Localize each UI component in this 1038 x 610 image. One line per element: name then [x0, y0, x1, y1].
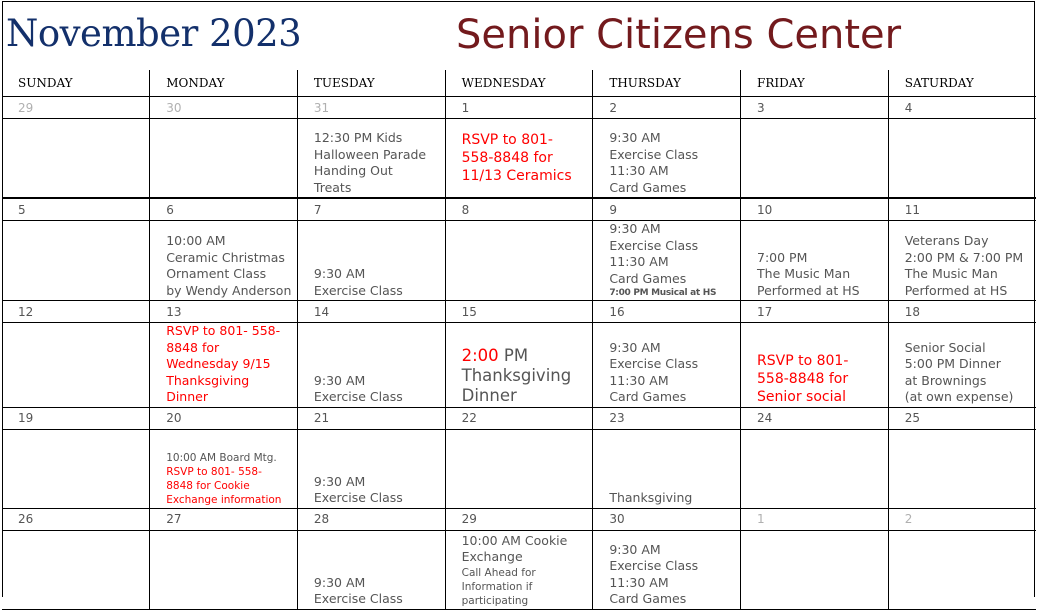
day-cell[interactable]	[445, 221, 593, 301]
day-cell[interactable]	[150, 429, 298, 508]
day-number: 1	[741, 508, 889, 530]
event-line: Treats	[313, 179, 352, 195]
event-line: Exercise Class	[313, 282, 403, 298]
day-cell[interactable]	[888, 221, 1036, 301]
event-line: Exercise Class	[313, 490, 403, 505]
day-number: 12	[2, 301, 150, 323]
day-number: 31	[297, 97, 445, 119]
weekday-friday: FRIDAY	[741, 70, 889, 97]
event-line: participating	[461, 594, 529, 607]
event-line: 9:30 AM	[313, 372, 366, 388]
event-line: 5:00 PM Dinner	[904, 356, 1001, 371]
event-line: by Wendy Anderson	[166, 282, 292, 298]
day-number: 30	[150, 97, 298, 119]
event-time: 2:00	[461, 345, 499, 365]
event-line: Thanksgiving	[609, 490, 693, 505]
event-line: RSVP to 801-	[757, 352, 849, 369]
day-cell[interactable]	[593, 221, 741, 301]
week-date-row	[2, 508, 1036, 530]
day-cell[interactable]	[445, 429, 593, 508]
day-number: 30	[593, 508, 741, 530]
event-line: 7:00 PM Musical at HS	[609, 288, 717, 298]
event-line: Card Games	[609, 179, 687, 195]
day-number: 17	[741, 301, 889, 323]
day-number: 4	[888, 97, 1036, 119]
event-line: 9:30 AM	[609, 339, 661, 355]
event-line: 11:30 AM	[609, 372, 669, 388]
day-cell[interactable]	[297, 119, 445, 199]
day-number: 15	[445, 301, 593, 323]
day-number: 21	[297, 407, 445, 429]
event-line: Dinner	[166, 389, 208, 404]
weekday-saturday: SATURDAY	[888, 70, 1036, 97]
day-number: 26	[2, 508, 150, 530]
event-line: 9:30 AM	[313, 574, 366, 590]
week-date-row	[2, 97, 1036, 119]
event-line: RSVP to 801- 558-	[166, 465, 262, 478]
day-cell[interactable]	[888, 429, 1036, 508]
day-cell[interactable]	[150, 530, 298, 609]
event-line: 2:00 PM & 7:00 PM	[904, 249, 1024, 265]
day-number: 13	[150, 301, 298, 323]
event-line: Veterans Day	[904, 233, 989, 248]
calendar-grid	[2, 70, 1036, 610]
day-number: 22	[445, 407, 593, 429]
event-line: Information if	[461, 580, 533, 593]
day-cell[interactable]	[888, 119, 1036, 199]
day-number: 28	[297, 508, 445, 530]
event-line: 7:00 PM	[757, 249, 808, 265]
event-line: Handing Out	[313, 163, 393, 178]
event-line: 10:00 AM	[166, 233, 226, 248]
event-line: Ceramic Christmas	[166, 249, 285, 265]
event-line: Performed at HS	[757, 282, 860, 298]
event-line: Card Games	[609, 591, 687, 606]
event-line: Senior social	[757, 388, 846, 405]
day-cell[interactable]	[2, 530, 150, 609]
event-line: The Music Man	[757, 266, 851, 281]
day-cell[interactable]	[445, 530, 593, 609]
day-cell[interactable]	[2, 119, 150, 199]
event-line: 9:30 AM	[313, 266, 366, 281]
day-cell[interactable]	[150, 221, 298, 301]
weekday-wednesday: WEDNESDAY	[445, 70, 593, 97]
day-number: 11	[888, 198, 1036, 221]
event-line: 10:00 AM Cookie	[461, 532, 568, 548]
event-line: 11:30 AM	[609, 163, 669, 178]
day-number: 24	[741, 407, 889, 429]
week-events-row	[2, 119, 1036, 199]
event-line: Ornament Class	[166, 266, 267, 281]
event-line: 11:30 AM	[609, 574, 669, 590]
weekday-sunday: SUNDAY	[2, 70, 150, 97]
event-line: Performed at HS	[904, 282, 1008, 298]
day-cell[interactable]	[888, 323, 1036, 408]
event-line: Exercise Class	[609, 558, 699, 573]
day-number: 9	[593, 198, 741, 221]
week-events-row	[2, 221, 1036, 301]
event-line: Dinner	[461, 385, 517, 405]
day-cell[interactable]	[741, 221, 889, 301]
day-cell[interactable]	[297, 429, 445, 508]
day-cell[interactable]	[150, 119, 298, 199]
organization-title: Senior Citizens Center	[456, 12, 902, 58]
month-title: November 2023	[6, 12, 302, 55]
week-date-row	[2, 301, 1036, 323]
event-line: Exercise Class	[609, 146, 699, 162]
day-number: 29	[2, 97, 150, 119]
weekday-tuesday: TUESDAY	[297, 70, 445, 97]
day-number: 25	[888, 407, 1036, 429]
weekday-monday: MONDAY	[150, 70, 298, 97]
day-number: 3	[741, 97, 889, 119]
day-cell[interactable]	[741, 530, 889, 609]
event-line: Exercise Class	[313, 389, 403, 404]
day-number: 5	[2, 198, 150, 221]
event-line: Exchange	[461, 549, 523, 564]
day-cell[interactable]	[593, 119, 741, 199]
event-line: 558-8848 for	[757, 370, 849, 387]
event-line: 9:30 AM	[609, 130, 661, 145]
week-events-row	[2, 530, 1036, 609]
event-line: 9:30 AM	[609, 541, 661, 557]
event-line: 9:30 AM	[609, 221, 661, 236]
event-line: Exchange information	[166, 493, 282, 506]
day-number: 23	[593, 407, 741, 429]
day-cell[interactable]	[297, 221, 445, 301]
event-line: Exercise Class	[609, 237, 699, 253]
event-line: RSVP to 801- 558-	[166, 323, 281, 338]
event-line: Senior Social	[904, 339, 986, 355]
weekday-thursday: THURSDAY	[593, 70, 741, 97]
event-line: 11:30 AM	[609, 254, 669, 269]
day-cell[interactable]	[297, 530, 445, 609]
event-line: Exercise Class	[609, 356, 699, 371]
day-cell[interactable]	[888, 530, 1036, 609]
event-line: 558-8848 for	[461, 149, 553, 166]
week-date-row	[2, 198, 1036, 221]
day-number: 27	[150, 508, 298, 530]
event-line: 8848 for Cookie	[166, 479, 250, 492]
day-number: 18	[888, 301, 1036, 323]
day-number: 1	[445, 97, 593, 119]
day-number: 2	[593, 97, 741, 119]
day-cell[interactable]	[593, 323, 741, 408]
event-line	[462, 346, 593, 366]
day-cell[interactable]	[2, 221, 150, 301]
day-number: 10	[741, 198, 889, 221]
day-number: 29	[445, 508, 593, 530]
week-date-row	[2, 407, 1036, 429]
event-line: Thanksgiving	[461, 365, 572, 385]
day-number: 19	[2, 407, 150, 429]
event-line: Thanksgiving	[166, 372, 250, 388]
event-time-suffix: PM	[498, 345, 529, 365]
day-cell[interactable]	[445, 119, 593, 199]
event-line: at Brownings	[904, 372, 987, 388]
week-events-row	[2, 323, 1036, 408]
event-line: 9:30 AM	[313, 473, 366, 489]
day-cell[interactable]	[150, 323, 298, 408]
event-line: 11/13 Ceramics	[461, 167, 572, 184]
day-cell[interactable]	[445, 323, 593, 408]
week-events-row	[2, 429, 1036, 508]
day-number: 6	[150, 198, 298, 221]
day-cell[interactable]	[741, 119, 889, 199]
event-line: Halloween Parade	[313, 146, 427, 162]
day-cell[interactable]	[741, 323, 889, 408]
event-line: 10:00 AM Board Mtg.	[166, 451, 277, 464]
day-cell[interactable]	[593, 530, 741, 609]
event-line: Call Ahead for	[461, 566, 536, 579]
day-number: 8	[445, 198, 593, 221]
day-number: 20	[150, 407, 298, 429]
day-cell[interactable]	[2, 429, 150, 508]
day-number: 14	[297, 301, 445, 323]
day-cell[interactable]	[593, 429, 741, 508]
event-line: Wednesday 9/15	[166, 356, 271, 371]
event-line: (at own expense)	[904, 389, 1014, 404]
event-line: 12:30 PM Kids	[313, 130, 403, 145]
event-line: 8848 for	[166, 339, 220, 355]
event-line: Card Games	[609, 389, 687, 404]
day-cell[interactable]	[741, 429, 889, 508]
event-line: RSVP to 801-	[461, 131, 553, 148]
weekday-header-row	[2, 70, 1036, 97]
day-number: 7	[297, 198, 445, 221]
event-line: Exercise Class	[313, 591, 403, 606]
day-cell[interactable]	[2, 323, 150, 408]
day-number: 2	[888, 508, 1036, 530]
event-line: Card Games	[609, 270, 687, 286]
event-line: The Music Man	[904, 266, 998, 281]
day-number: 16	[593, 301, 741, 323]
day-cell[interactable]	[297, 323, 445, 408]
